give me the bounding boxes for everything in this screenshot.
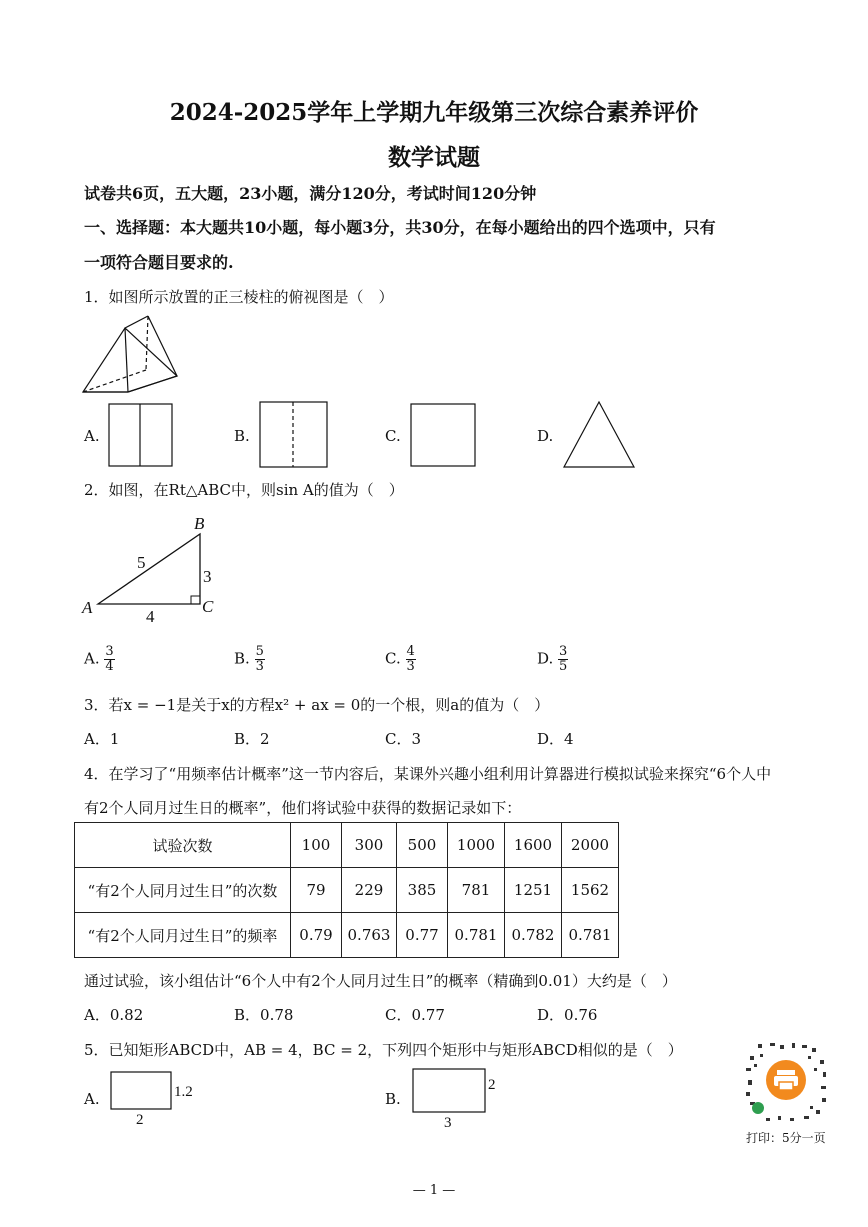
- section1-line2: 一项符合题目要求的.: [84, 253, 234, 272]
- q5-option-b-label: B.: [385, 1090, 401, 1108]
- q3-option-a: A．1: [84, 730, 120, 748]
- q2-option-c: C. $\frac{4}{3}$: [385, 644, 415, 674]
- q5-option-b-rect: [410, 1067, 510, 1131]
- q4-line2: 有2个人同月过生日的概率”，他们将试验中获得的数据记录如下：: [84, 799, 522, 817]
- triangular-prism-figure: [80, 312, 184, 398]
- exam-info: 试卷共6页，五大题，23小题，满分120分，考试时间120分钟: [84, 184, 537, 203]
- side-ab-label: 5: [137, 553, 146, 572]
- q2-option-b: B. $\frac{5}{3}$: [234, 644, 264, 674]
- q1-stem: 1．如图所示放置的正三棱柱的俯视图是（ ）: [84, 288, 394, 306]
- q1-option-c-figure: [410, 403, 477, 467]
- q1-option-b-label: B.: [234, 427, 250, 445]
- q4-option-a: A．0.82: [84, 1006, 144, 1024]
- q3-option-b: B．2: [234, 730, 270, 748]
- q3-option-d: D．4: [537, 730, 574, 748]
- q1-option-b-figure: [259, 401, 329, 468]
- q4-option-d: D．0.76: [537, 1006, 598, 1024]
- q5-option-a-label: A.: [84, 1090, 100, 1108]
- svg-text:3: 3: [444, 1115, 452, 1131]
- q2-option-d: D. $\frac{3}{5}$: [537, 644, 568, 674]
- q2-option-a: A. $\frac{3}{4}$: [84, 644, 114, 674]
- q1-option-d-figure: [562, 400, 636, 469]
- q1-option-a-label: A.: [84, 427, 100, 445]
- q5-option-a-rect: [108, 1070, 206, 1130]
- q3-stem: 3．若x = −1是关于x的方程x² + ax = 0的一个根，则a的值为（ ）: [84, 696, 550, 714]
- table-row: “有2个人同月过生日”的次数 79 229 385 781 1251 1562: [75, 868, 619, 913]
- q2-stem: 2．如图，在Rt△ABC中，则sin A的值为（ ）: [84, 481, 404, 499]
- print-qr-code[interactable]: [744, 1042, 828, 1122]
- qr-caption: 打印：5分一页: [746, 1131, 826, 1145]
- exam-subtitle: 数学试题: [388, 144, 480, 171]
- q4-conclusion: 通过试验，该小组估计“6个人中有2个人同月过生日”的概率（精确到0.01）大约是（ ）: [84, 972, 677, 990]
- trial-data-table: [74, 822, 619, 958]
- right-triangle-abc-figure: [80, 512, 220, 628]
- q4-line1: 4．在学习了“用频率估计概率”这一节内容后，某课外兴趣小组利用计算器进行模拟试验来探究“6个人中: [84, 765, 772, 783]
- svg-text:1.2: 1.2: [174, 1084, 193, 1100]
- svg-text:2: 2: [136, 1112, 144, 1128]
- side-ac-label: 4: [146, 607, 155, 626]
- q1-option-d-label: D.: [537, 427, 554, 445]
- q1-option-c-label: C.: [385, 427, 401, 445]
- q4-option-c: C．0.77: [385, 1006, 445, 1024]
- exam-title: 2024-2025学年上学期九年级第三次综合素养评价: [169, 99, 699, 126]
- table-row: 试验次数 100 300 500 1000 1600 2000: [75, 823, 619, 868]
- q4-option-b: B．0.78: [234, 1006, 294, 1024]
- page-number: — 1 —: [412, 1183, 456, 1198]
- q5-stem: 5．已知矩形ABCD中，AB = 4，BC = 2，下列四个矩形中与矩形ABCD相似的是（ ）: [84, 1041, 683, 1059]
- q3-option-c: C．3: [385, 730, 422, 748]
- vertex-c-label: C: [202, 597, 214, 616]
- side-bc-label: 3: [203, 567, 212, 586]
- svg-text:2: 2: [488, 1077, 496, 1093]
- q1-option-a-figure: [108, 403, 174, 467]
- vertex-a-label: A: [82, 598, 93, 617]
- section1-line1: 一、选择题：本大题共10小题，每小题3分，共30分，在每小题给出的四个选项中，只有: [84, 218, 716, 237]
- table-row: “有2个人同月过生日”的频率 0.79 0.763 0.77 0.781 0.782 0.781: [75, 913, 619, 958]
- vertex-b-label: B: [194, 514, 205, 533]
